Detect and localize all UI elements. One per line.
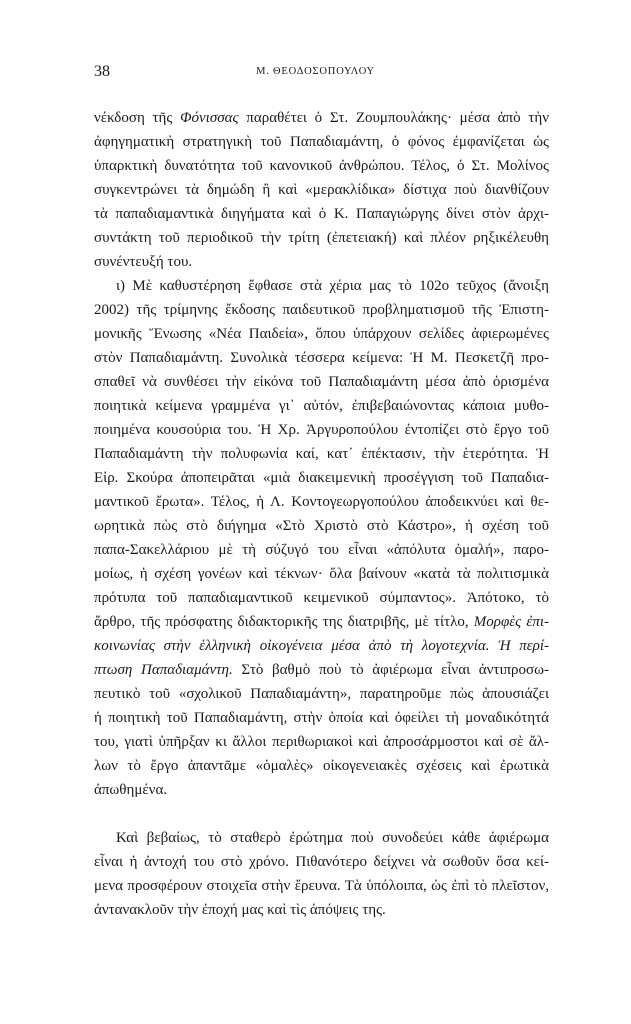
text-line [94,442,549,466]
italic-title: Μορφὲς ἐπι- [473,614,550,630]
text-line [94,850,549,874]
text-segment: μαντικοῦ ἔρωτα». Τέλος, ἡ Λ. Κοντογεωργοπούλου ἀποδεικνύει καὶ θε- [94,494,549,510]
text-segment: ἡ ποιητικὴ τοῦ Παπαδιαμάντη, στὴν ὁποία καὶ ὀφείλει τὴ μοναδικότητά [94,710,549,726]
text-line [94,178,549,202]
text-segment: μονικῆς Ἕνωσης «Νέα Παιδεία», ὅπου ὑπάρχουν σελίδες ἀφιερωμένες [94,326,549,342]
text-segment: ἀντανακλοῦν τὴν ἐποχή μας καὶ τὶς ἀπόψεις της. [94,902,386,918]
text-segment: συνέντευξή του. [94,254,193,270]
text-line [94,610,549,634]
running-head: Μ. ΘΕΟΔΟΣΟΠΟΥΛΟΥ [256,66,375,77]
text-line [94,754,549,778]
text-line [94,322,549,346]
text-segment: πευτικὸ τοῦ «σχολικοῦ Παπαδιαμάντη», παρατηροῦμε πὼς ἀπουσιάζει [94,686,549,702]
text-segment: ποιητικὰ κείμενα γραμμένα γι᾽ αὐτόν, ἐπιβεβαιώνοντας κάποια μυθο- [94,398,549,414]
text-segment: παπα-Σακελλάριου μὲ τὴ σύζυγό του εἶναι «ἀπόλυτα ὁμαλή», παρο- [94,542,549,558]
text-segment: Στὸ βαθμὸ ποὺ τὸ ἀφιέρωμα εἶναι ἀντιπροσω- [232,662,549,678]
text-segment: Παπαδιαμάντη τὴν πολυφωνία καί, κατ᾽ ἐπέκτασιν, τὴν ἑτερότητα. Ἡ [94,446,549,462]
text-segment: παραθέτει ὁ Στ. Ζουμπουλάκης· μέσα ἀπὸ τὴν [238,110,549,126]
text-segment: στὸν Παπαδιαμάντη. Συνολικὰ τέσσερα κείμενα: Ἡ Μ. Πεσκετζῆ προ- [94,350,549,366]
text-segment: 2002) τῆς τρίμηνης ἔκδοσης παιδευτικοῦ προβληματισμοῦ τῆς Ἐπιστη- [94,302,549,318]
text-segment: λων τὸ ἔργο ἀπαντᾶμε «ὁμαλὲς» οἰκογενειακὲς σχέσεις καὶ ἐρωτικὰ [94,758,549,774]
text-line [94,250,549,274]
text-line [94,394,549,418]
text-line [94,826,549,850]
text-line [94,634,549,658]
text-segment: ὑπαρκτικὴ δυνατότητα τοῦ κανονικοῦ ἀνθρώπου. Τέλος, ὁ Στ. Μολίνος [94,158,549,174]
paragraph-gap [94,802,549,826]
text-line [94,898,549,922]
text-segment: ἄρθρο, τῆς πρόσφατης διδακτορικῆς της διατριβῆς, μὲ τίτλο, [94,614,474,630]
italic-title: κοινωνίας στὴν ἑλληνικὴ οἰκογένεια μέσα ἀπὸ τὴ λογοτεχνία. Ἡ περί- [94,638,549,654]
text-segment: εἶναι ἡ ἀντοχή του στὸ χρόνο. Πιθανότερο δείχνει νὰ σωθοῦν ὅσα κεί- [94,854,549,870]
text-segment: μοίως, ἡ σχέση γονέων καὶ τέκνων· ὅλα βαίνουν «κατὰ τὰ πολιτισμικὰ [94,566,549,582]
text-segment: τὰ παπαδιαμαντικὰ διηγήματα καὶ ὁ Κ. Παπαγιώργης δίνει στὸν ἀρχι- [94,206,549,222]
text-line [94,538,549,562]
text-line [94,706,549,730]
page-number: 38 [94,63,110,80]
text-line [94,490,549,514]
italic-title: πτωση Παπαδιαμάντη. [94,662,233,678]
text-segment: ι) Μὲ καθυστέρηση ἔφθασε στὰ χέρια μας τὸ 102ο τεῦχος (ἄνοιξη [116,278,549,294]
text-line [94,874,549,898]
text-line [94,154,549,178]
text-segment: συγκεντρώνει τὰ δημώδη ἢ καὶ «μερακλίδικα» δίστιχα ποὺ διανθίζουν [94,182,549,198]
text-line [94,106,549,130]
italic-title: Φόνισσας [180,110,239,126]
text-line [94,130,549,154]
text-line [94,778,549,802]
text-line [94,418,549,442]
text-line [94,274,549,298]
text-segment: Εἰρ. Σκούρα ἀποπειρᾶται «μιὰ διακειμενικὴ προσέγγιση τοῦ Παπαδια- [94,470,549,486]
text-line [94,466,549,490]
text-segment: νέκδοση τῆς [94,110,181,126]
text-line [94,730,549,754]
text-segment: σπαθεῖ νὰ συνθέσει τὴν εἰκόνα τοῦ Παπαδιαμάντη μέσα ἀπὸ ὁρισμένα [94,374,549,390]
text-line [94,370,549,394]
text-line [94,202,549,226]
text-segment: ωρητικὰ πὼς στὸ διήγημα «Στὸ Χριστὸ στὸ Κάστρο», ἡ σχέση τοῦ [94,518,549,534]
text-segment: του, γιατὶ ὑπῆρξαν κι ἄλλοι περιθωριακοὶ καὶ ἀπροσάρμοστοι καὶ σὲ ἄλ- [94,734,549,750]
text-line [94,226,549,250]
text-segment: μενα προσφέρουν στοιχεῖα στὴν ἔρευνα. Τὰ ὑπόλοιπα, ὡς ἐπὶ τὸ πλεῖστον, [94,878,549,894]
text-line [94,346,549,370]
text-segment: ἀφηγηματικὴ στρατηγικὴ τοῦ Παπαδιαμάντη, ὁ φόνος ἐμφανίζεται ὡς [94,134,549,150]
body-text [94,106,549,922]
text-line [94,586,549,610]
text-segment: συντάκτη τοῦ περιοδικοῦ τὴν τρίτη (ἐπετειακή) καὶ πλέον ρηξικέλευθη [94,230,549,246]
text-line [94,682,549,706]
text-segment: ποιημένα κουσούρια του. Ἡ Χρ. Ἀργυροπούλου ἐντοπίζει στὸ ἔργο τοῦ [94,422,549,438]
text-segment: ἀπωθημένα. [94,782,168,798]
text-segment: Καὶ βεβαίως, τὸ σταθερὸ ἐρώτημα ποὺ συνοδεύει κάθε ἀφιέρωμα [116,830,549,846]
text-segment: πρότυπα τοῦ παπαδιαμαντικοῦ κειμενικοῦ σύμπαντος». Ἀπότοκο, τὸ [94,590,549,606]
text-line [94,514,549,538]
text-line [94,658,549,682]
text-line [94,298,549,322]
text-line [94,562,549,586]
